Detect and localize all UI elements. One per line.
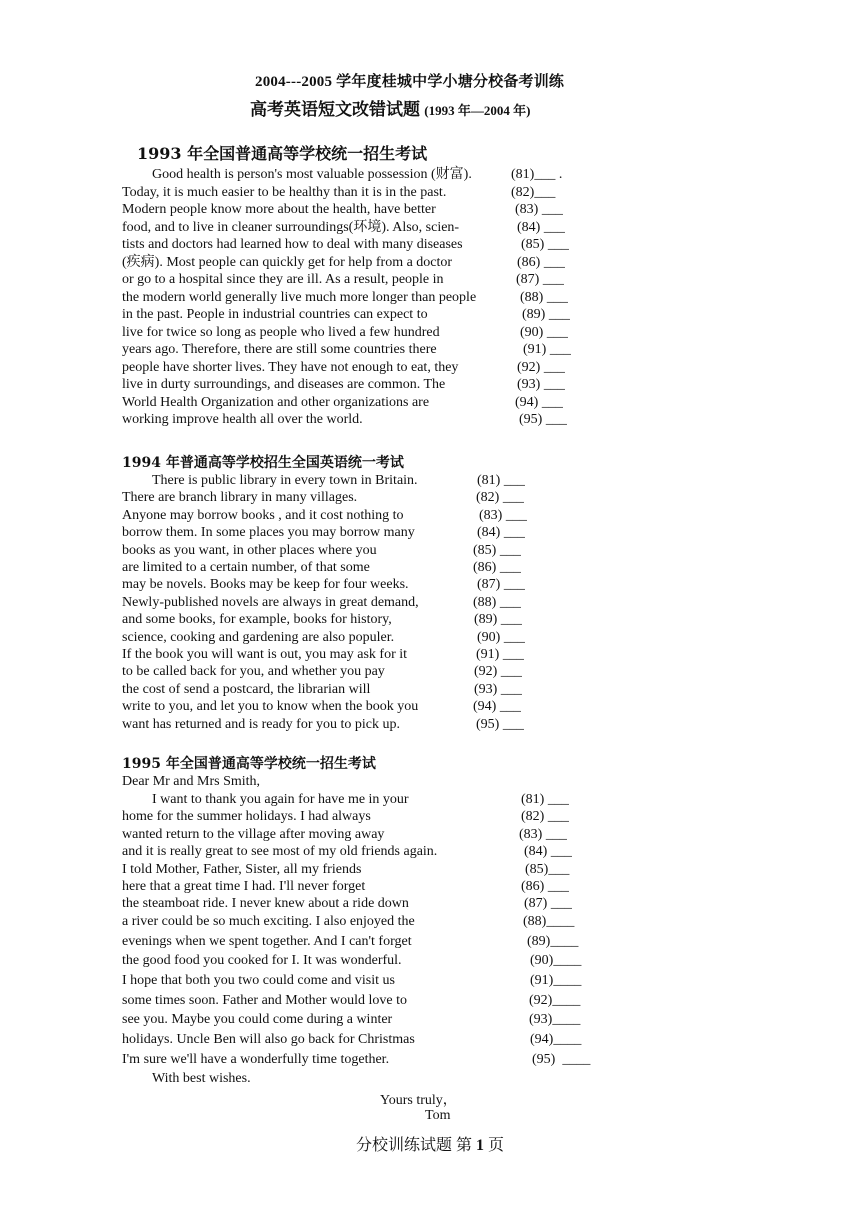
passage-line: borrow them. In some places you may borrow many bbox=[122, 525, 415, 541]
passage-line: tists and doctors had learned how to deal with many diseases bbox=[122, 237, 463, 252]
passage-line: Anyone may borrow books , and it cost nothing to bbox=[122, 507, 404, 523]
answer-blank: (92) ___ bbox=[517, 359, 565, 375]
passage-line: the good food you cooked for I. It was wonderful. bbox=[122, 953, 402, 969]
answer-blank: (84) ___ bbox=[524, 844, 572, 860]
answer-blank: (95) ____ bbox=[532, 1051, 591, 1067]
footer-suffix: 页 bbox=[488, 1137, 505, 1154]
answer-blank: (90) ___ bbox=[520, 324, 568, 340]
answer-blank: (83) ___ bbox=[515, 202, 563, 217]
answer-blank: (94) ___ bbox=[473, 699, 521, 715]
footer-page-number: 1 bbox=[476, 1137, 485, 1154]
passage-line: I hope that both you two could come and visit us bbox=[122, 972, 395, 988]
letter-salutation: Dear Mr and Mrs Smith, bbox=[122, 774, 261, 789]
passage-line: There is public library in every town in Britain. bbox=[152, 473, 418, 488]
page-title bbox=[250, 95, 530, 120]
answer-blank: (81) ___ bbox=[521, 792, 569, 807]
passage-line: Good health is person's most valuable possession (财富). bbox=[152, 167, 472, 182]
answer-blank: (87) ___ bbox=[516, 272, 564, 287]
passage-line: here that a great time I had. I'll never forget bbox=[122, 879, 366, 894]
passage-line: some times soon. Father and Mother would love to bbox=[122, 992, 408, 1008]
answer-blank: (93) ___ bbox=[517, 377, 565, 392]
answer-blank: (81)___ . bbox=[511, 167, 563, 182]
answer-blank: (84) ___ bbox=[477, 525, 525, 541]
answer-blank: (93) ___ bbox=[474, 681, 522, 697]
answer-blank: (94)____ bbox=[530, 1032, 582, 1047]
answer-blank: (90) ___ bbox=[477, 629, 525, 645]
passage-line: live for twice so long as people who lived a few hundred bbox=[122, 324, 440, 340]
answer-blank: (82) ___ bbox=[476, 490, 524, 506]
answer-blank: (83) ___ bbox=[519, 826, 567, 842]
answer-blank: (93)____ bbox=[529, 1012, 581, 1028]
answer-blank: (87) ___ bbox=[477, 577, 525, 593]
page-subtitle: (1993 年—2004 年) bbox=[424, 103, 531, 118]
passage-line: Modern people know more about the health, have better bbox=[122, 202, 436, 217]
passage-line: may be novels. Books may be keep for four weeks. bbox=[122, 577, 409, 593]
passage-line: see you. Maybe you could come during a winter bbox=[122, 1012, 393, 1028]
answer-blank: (91) ___ bbox=[476, 647, 524, 662]
passage-line: the steamboat ride. I never knew about a ride down bbox=[122, 896, 409, 912]
passage-line: holidays. Uncle Ben will also go back for Christmas bbox=[122, 1032, 415, 1047]
passage-line: If the book you will want is out, you may ask for it bbox=[122, 647, 408, 662]
letter-closing: With best wishes. bbox=[152, 1071, 251, 1086]
passage-line: Today, it is much easier to be healthy than it is in the past. bbox=[122, 184, 447, 200]
answer-blank: (82)___ bbox=[511, 184, 556, 200]
passage-line: World Health Organization and other organizations are bbox=[122, 394, 430, 410]
passage-line: live in durty surroundings, and diseases are common. The bbox=[122, 377, 446, 392]
section-title-1993: 1993 年全国普通高等学校统一招生考试 bbox=[137, 144, 428, 163]
answer-blank: (88) ___ bbox=[473, 594, 521, 610]
passage-line: wanted return to the village after moving away bbox=[122, 826, 385, 842]
answer-blank: (85)___ bbox=[525, 861, 570, 877]
answer-blank: (91)____ bbox=[530, 972, 582, 988]
answer-blank: (88) ___ bbox=[520, 289, 568, 305]
passage-line: books as you want, in other places where you bbox=[122, 542, 377, 558]
passage-line: I told Mother, Father, Sister, all my friends bbox=[122, 861, 362, 877]
answer-blank: (92) ___ bbox=[474, 664, 522, 680]
passage-line: and it is really great to see most of my old friends again. bbox=[122, 844, 438, 860]
answer-blank: (86) ___ bbox=[517, 254, 565, 270]
section-title-1995: 1995 年全国普通高等学校统一招生考试 bbox=[122, 756, 376, 772]
answer-blank: (89) ___ bbox=[522, 307, 570, 322]
passage-line: are limited to a certain number, of that some bbox=[122, 560, 370, 575]
page-footer bbox=[356, 1132, 504, 1155]
passage-line: the modern world generally live much more longer than people bbox=[122, 289, 477, 305]
answer-blank: (86) ___ bbox=[473, 560, 521, 575]
passage-line: Newly-published novels are always in great demand, bbox=[122, 594, 419, 610]
passage-line: home for the summer holidays. I had always bbox=[122, 809, 371, 825]
passage-line: want has returned and is ready for you to pick up. bbox=[122, 716, 400, 732]
passage-line: (疾病). Most people can quickly get for help from a doctor bbox=[122, 254, 453, 270]
page-title-text: 高考英语短文改错试题 bbox=[250, 100, 420, 119]
footer-prefix: 分校训练试题 第 bbox=[356, 1137, 473, 1154]
passage-line: write to you, and let you to know when the book you bbox=[122, 699, 419, 715]
answer-blank: (89) ___ bbox=[474, 612, 522, 628]
passage-line: a river could be so much exciting. I also enjoyed the bbox=[122, 913, 415, 929]
answer-blank: (87) ___ bbox=[524, 896, 572, 912]
answer-blank: (83) ___ bbox=[479, 507, 527, 523]
answer-blank: (88)____ bbox=[523, 913, 575, 929]
answer-blank: (91) ___ bbox=[523, 342, 571, 357]
answer-blank: (95) ___ bbox=[519, 412, 567, 427]
passage-line: years ago. Therefore, there are still some countries there bbox=[122, 342, 437, 357]
passage-line: I want to thank you again for have me in your bbox=[152, 792, 409, 807]
header-school-line: 2004---2005 学年度桂城中学小塘分校备考训练 bbox=[255, 74, 565, 90]
section-title-1994: 1994 年普通高等学校招生全国英语统一考试 bbox=[122, 455, 404, 471]
answer-blank: (85) ___ bbox=[521, 237, 569, 252]
answer-blank: (94) ___ bbox=[515, 394, 563, 410]
answer-blank: (95) ___ bbox=[476, 716, 524, 732]
passage-line: I'm sure we'll have a wonderfully time together. bbox=[122, 1051, 390, 1067]
passage-line: science, cooking and gardening are also populer. bbox=[122, 629, 395, 645]
passage-line: to be called back for you, and whether you pay bbox=[122, 664, 385, 680]
passage-line: and some books, for example, books for history, bbox=[122, 612, 392, 628]
letter-signoff: Yours truly， bbox=[380, 1093, 457, 1108]
answer-blank: (86) ___ bbox=[521, 879, 569, 894]
answer-blank: (85) ___ bbox=[473, 542, 521, 558]
answer-blank: (92)____ bbox=[529, 992, 581, 1008]
passage-line: or go to a hospital since they are ill. As a result, people in bbox=[122, 272, 444, 287]
passage-line: people have shorter lives. They have not enough to eat, they bbox=[122, 359, 459, 375]
answer-blank: (82) ___ bbox=[521, 809, 569, 825]
passage-line: working improve health all over the world. bbox=[122, 412, 363, 427]
answer-blank: (81) ___ bbox=[477, 473, 525, 488]
answer-blank: (84) ___ bbox=[517, 219, 565, 235]
passage-line: in the past. People in industrial countries can expect to bbox=[122, 307, 428, 322]
passage-line: the cost of send a postcard, the librarian will bbox=[122, 681, 371, 697]
passage-line: food, and to live in cleaner surroundings(环境). Also, scien- bbox=[122, 219, 460, 235]
passage-line: There are branch library in many villages. bbox=[122, 490, 358, 506]
letter-signature: Tom bbox=[425, 1108, 451, 1123]
passage-line: evenings when we spent together. And I can't forget bbox=[122, 933, 412, 949]
answer-blank: (90)____ bbox=[530, 953, 582, 969]
answer-blank: (89)____ bbox=[527, 933, 579, 949]
